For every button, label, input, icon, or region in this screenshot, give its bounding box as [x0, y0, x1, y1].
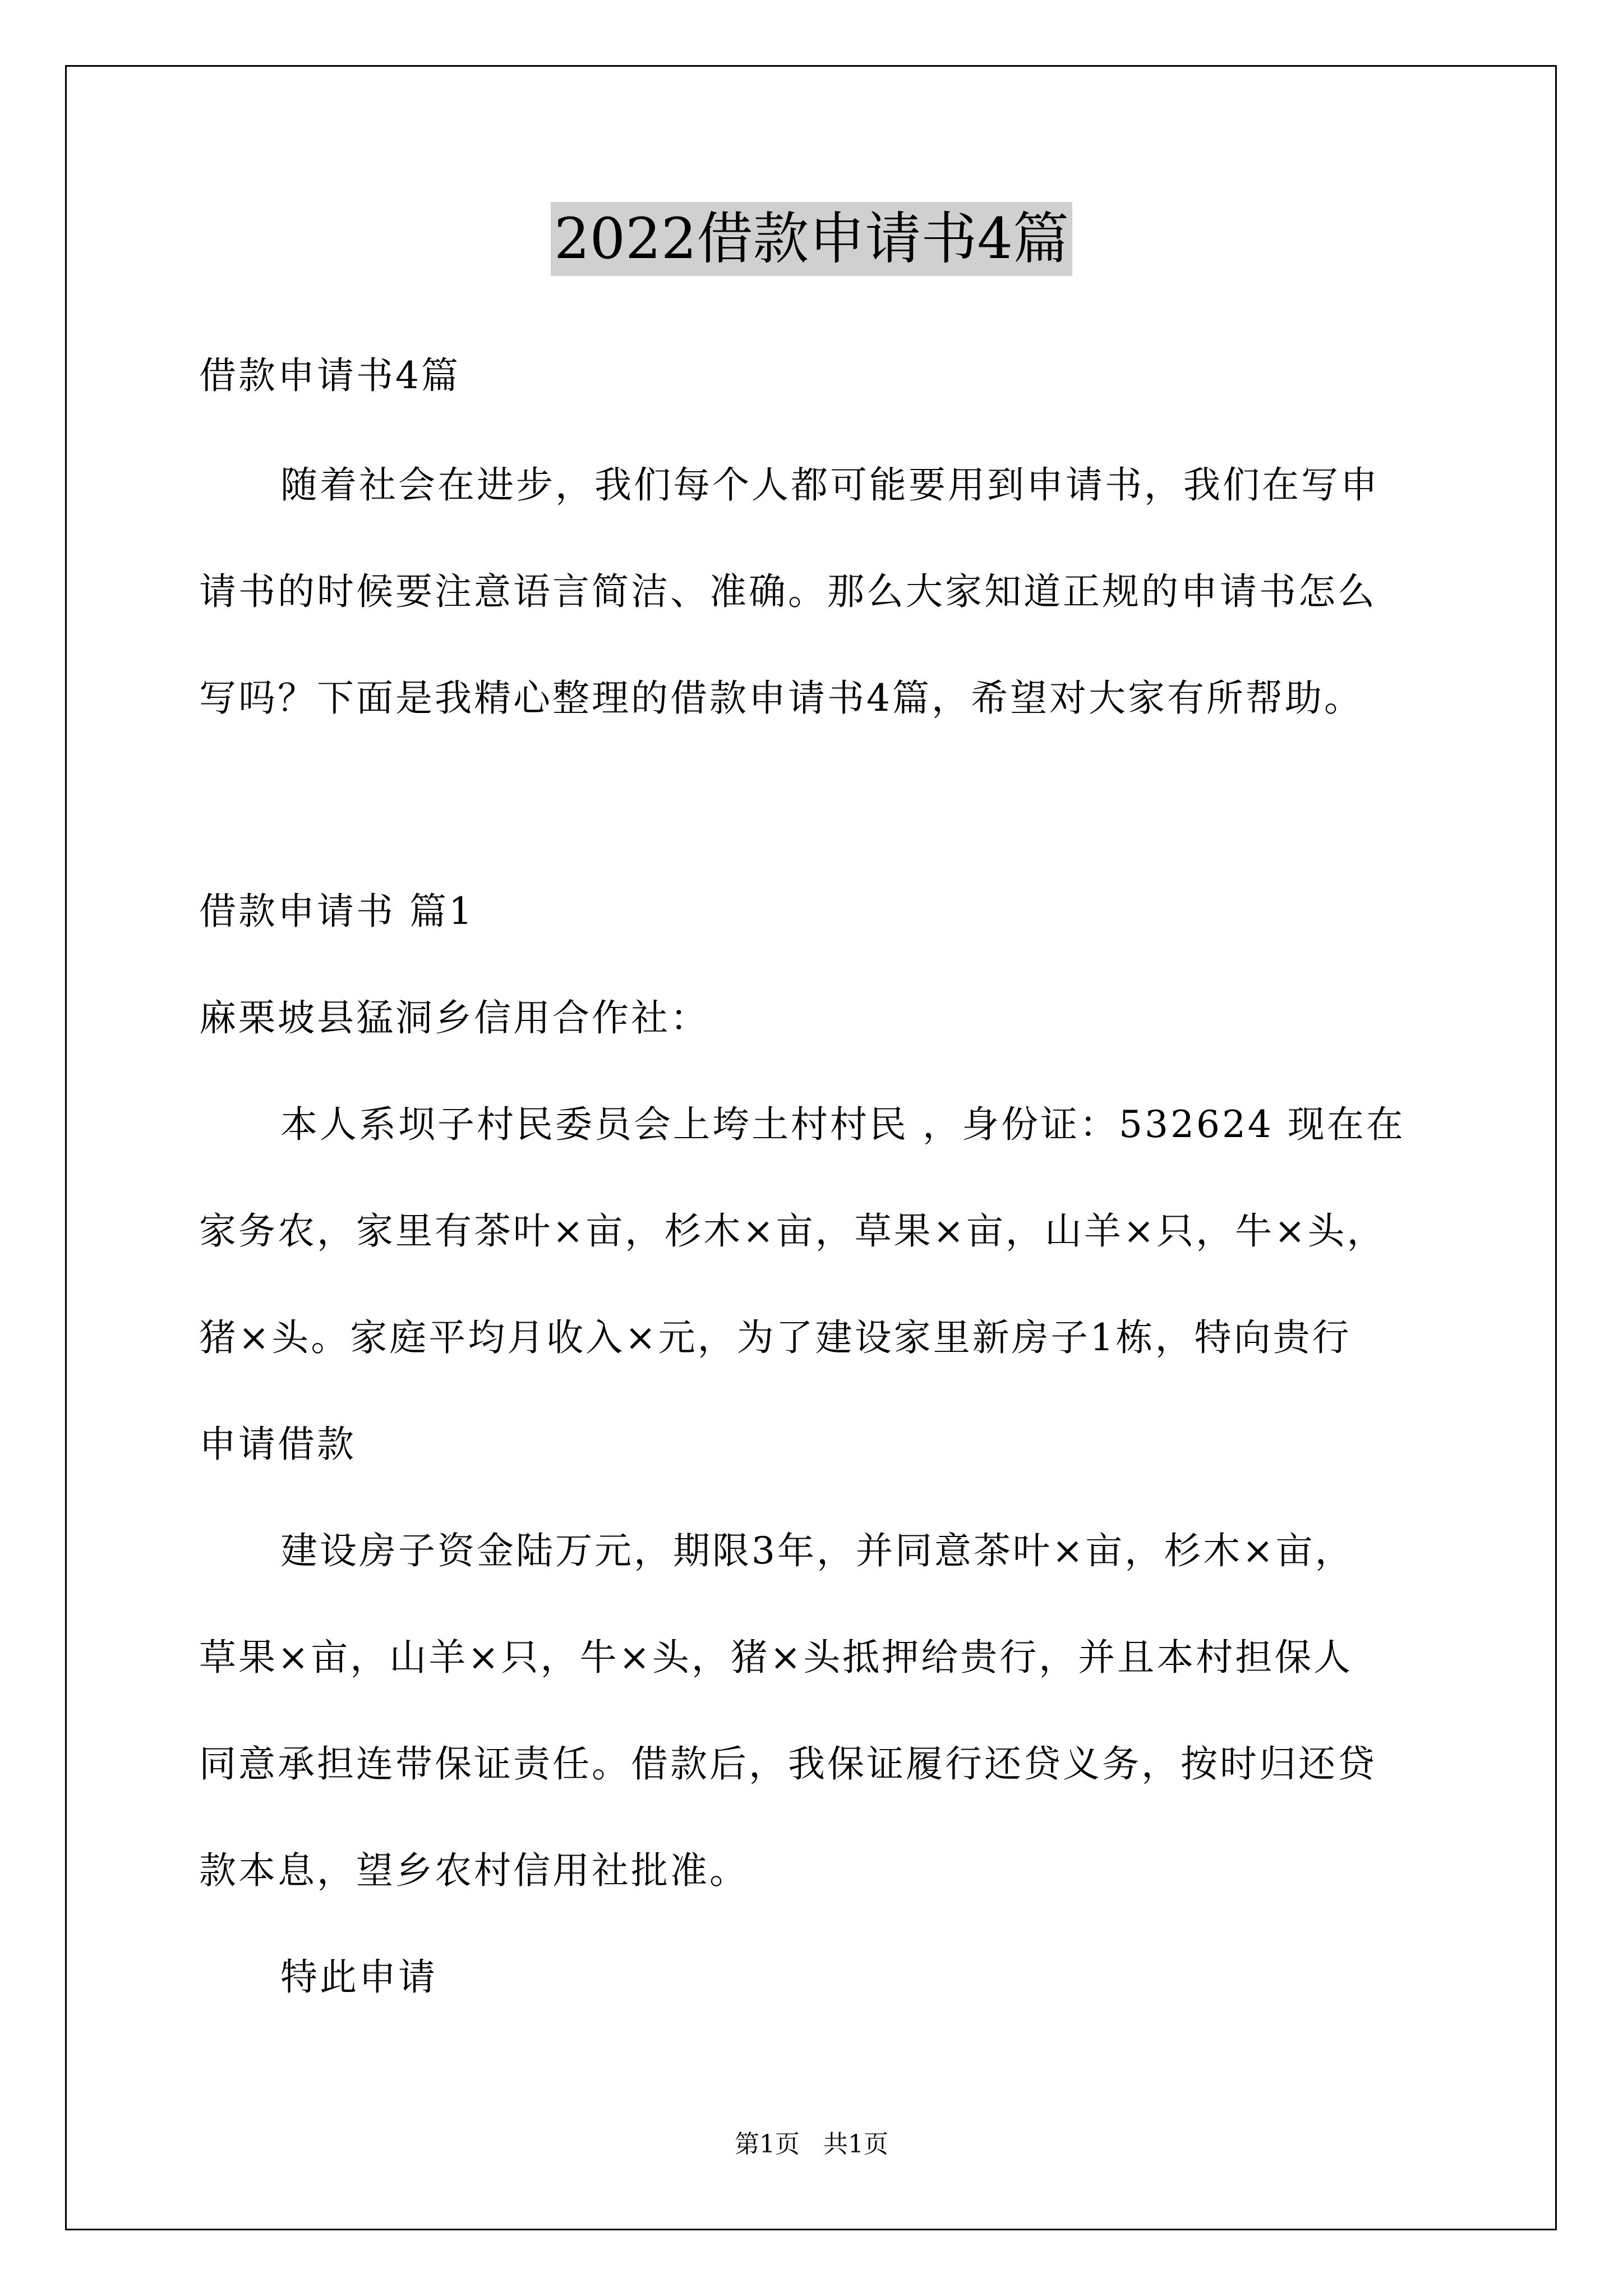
closing-line: 特此申请: [280, 1955, 437, 1999]
page-footer: [0, 2129, 1623, 2160]
title-container: [0, 202, 1623, 276]
page-number-total: 共1页: [823, 2130, 888, 2159]
paragraph1-line-4: 申请借款: [199, 1423, 356, 1466]
section-heading: 借款申请书 篇1: [199, 890, 474, 933]
intro-line-1: 随着社会在进步，我们每个人都可能要用到申请书，我们在写申: [280, 463, 1380, 507]
intro-line-3: 写吗？下面是我精心整理的借款申请书4篇，希望对大家有所帮助。: [199, 677, 1363, 720]
document-title: 2022借款申请书4篇: [551, 202, 1072, 276]
paragraph1-line-1: 本人系坝子村民委员会上垮土村村民 ，身份证：532624 现在在: [280, 1103, 1405, 1146]
paragraph2-line-4: 款本息，望乡农村信用社批准。: [199, 1849, 749, 1892]
salutation: 麻栗坡县猛洞乡信用合作社：: [199, 996, 709, 1039]
paragraph2-line-3: 同意承担连带保证责任。借款后，我保证履行还贷义务，按时归还贷: [199, 1742, 1377, 1786]
intro-line-2: 请书的时候要注意语言简洁、准确。那么大家知道正规的申请书怎么: [199, 570, 1377, 613]
document-subtitle: 借款申请书4篇: [199, 354, 460, 397]
paragraph2-line-1: 建设房子资金陆万元，期限3年，并同意茶叶×亩，杉木×亩，: [280, 1529, 1354, 1572]
paragraph1-line-2: 家务农，家里有茶叶×亩，杉木×亩，草果×亩，山羊×只，牛×头，: [199, 1209, 1386, 1253]
paragraph1-line-3: 猪×头。家庭平均月收入×元，为了建设家里新房子1栋，特向贵行: [199, 1316, 1352, 1359]
page-number-current: 第1页: [735, 2130, 800, 2159]
paragraph2-line-2: 草果×亩，山羊×只，牛×头，猪×头抵押给贵行，并且本村担保人: [199, 1636, 1353, 1679]
